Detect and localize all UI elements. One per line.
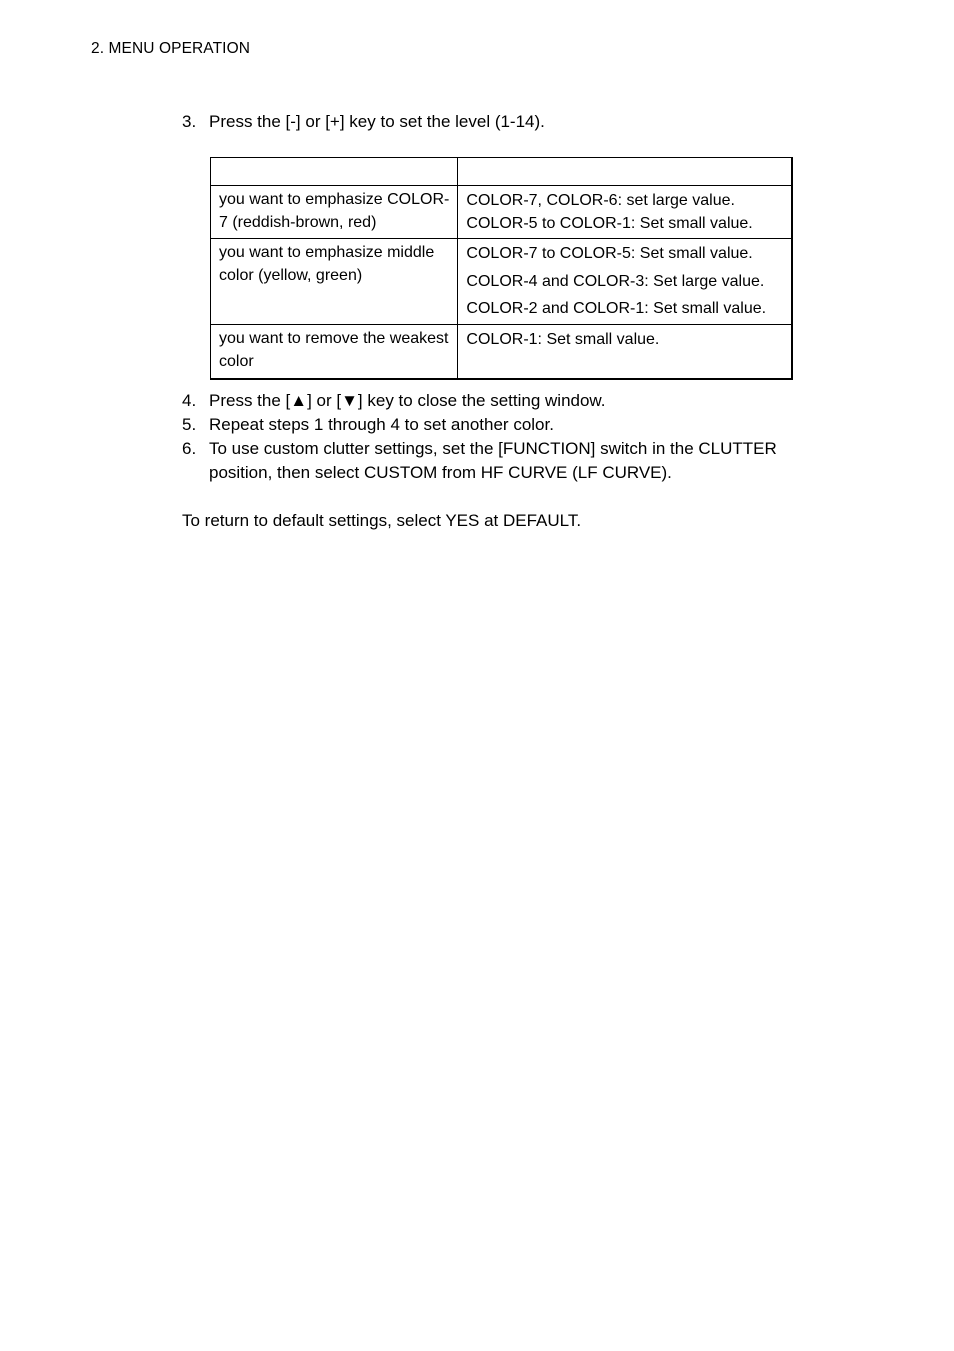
running-head: 2. MENU OPERATION: [91, 40, 251, 57]
step-number: 5.: [182, 415, 197, 434]
step-text: To use custom clutter settings, set the [FUNCTION] switch in the CLUTTER position, then select CUSTOM from HF CURVE (LF CURVE).: [209, 439, 777, 482]
action-cell: [458, 325, 792, 380]
table-header-cell: [211, 158, 458, 186]
condition-cell: you want to emphasize middle color (yellow, green): [211, 239, 458, 325]
table-header-cell: [458, 158, 792, 186]
step-5: [182, 413, 832, 437]
table-row: [211, 239, 793, 325]
action-cell: [458, 186, 792, 239]
step-6: [182, 437, 832, 485]
condition-cell: you want to remove the weakest color: [211, 325, 458, 380]
action-line: COLOR-7, COLOR-6: set large value.: [466, 192, 735, 209]
step-text: Press the [▲] or [▼] key to close the setting window.: [209, 391, 606, 410]
table-row: [211, 325, 793, 380]
table-header-row: [211, 158, 793, 186]
step-4: [182, 389, 832, 413]
color-level-table: [210, 157, 793, 380]
step-number: 6.: [182, 439, 197, 458]
step-text: Press the [-] or [+] key to set the level (1-14).: [209, 112, 545, 131]
table-row: [211, 186, 793, 239]
step-number: 4.: [182, 391, 197, 410]
action-cell: [458, 239, 792, 325]
action-line: COLOR-1: Set small value.: [466, 331, 660, 348]
condition-cell: you want to emphasize COLOR-7 (reddish-brown, red): [211, 186, 458, 239]
step-text: Repeat steps 1 through 4 to set another color.: [209, 415, 554, 434]
action-line: COLOR-7 to COLOR-5: Set small value.: [466, 245, 753, 262]
action-line: COLOR-4 and COLOR-3: Set large value.: [466, 272, 765, 290]
step-3: [182, 110, 832, 134]
action-line: COLOR-2 and COLOR-1: Set small value.: [466, 300, 767, 317]
action-line: COLOR-5 to COLOR-1: Set small value.: [466, 215, 753, 232]
default-settings-note: To return to default settings, select YES at DEFAULT.: [182, 511, 582, 530]
step-number: 3.: [182, 112, 197, 131]
